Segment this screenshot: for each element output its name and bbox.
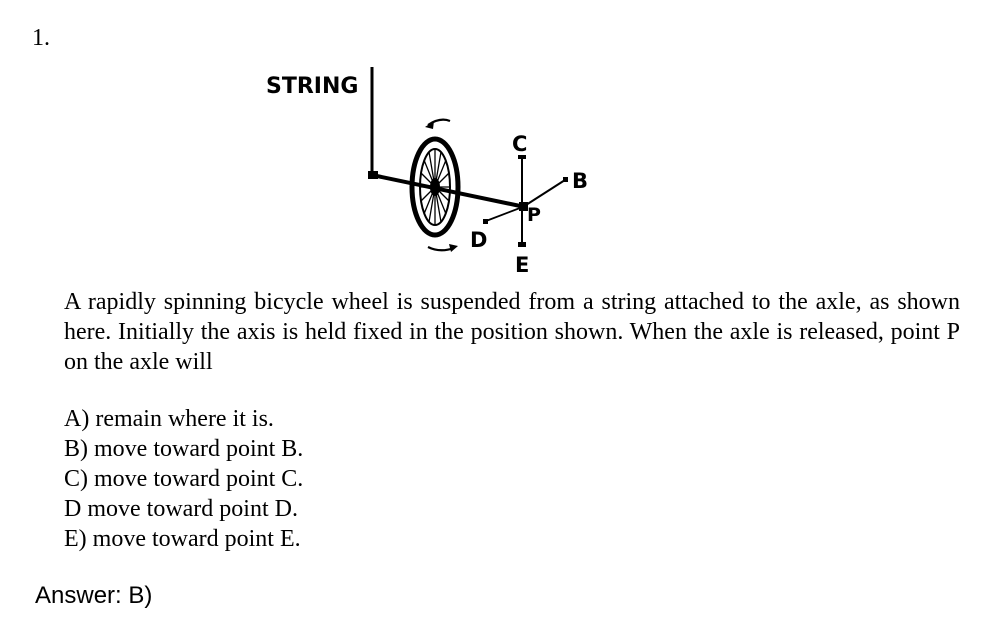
label-d: D xyxy=(470,228,488,252)
question-text: A rapidly spinning bicycle wheel is suspended from a string attached to the axle, as shown here. Initially the axis is held fixed in the position shown. When the axle is released, point P on the axle will xyxy=(64,289,960,375)
p-d-line xyxy=(486,208,520,221)
bicycle-wheel-diagram xyxy=(250,55,630,285)
choice-e: E) move toward point E. xyxy=(64,526,301,552)
bicycle-wheel xyxy=(412,139,458,235)
label-b: B xyxy=(572,169,589,193)
choice-d: D move toward point D. xyxy=(64,496,298,522)
p-b-line xyxy=(526,180,565,205)
label-p: P xyxy=(527,204,541,226)
choice-b: B) move toward point B. xyxy=(64,436,304,462)
rotation-arrow-bottom-icon xyxy=(428,244,458,252)
answer-choices xyxy=(64,404,303,554)
choice-a: A) remain where it is. xyxy=(64,406,274,432)
label-e: E xyxy=(515,253,530,277)
question-number: 1. xyxy=(32,25,50,51)
label-c: C xyxy=(512,132,528,156)
rotation-arrow-top-icon xyxy=(425,120,450,129)
answer-text: Answer: B) xyxy=(35,582,153,609)
string-label: STRING xyxy=(266,74,359,99)
choice-c: C) move toward point C. xyxy=(64,466,304,492)
axle-end xyxy=(368,171,378,179)
